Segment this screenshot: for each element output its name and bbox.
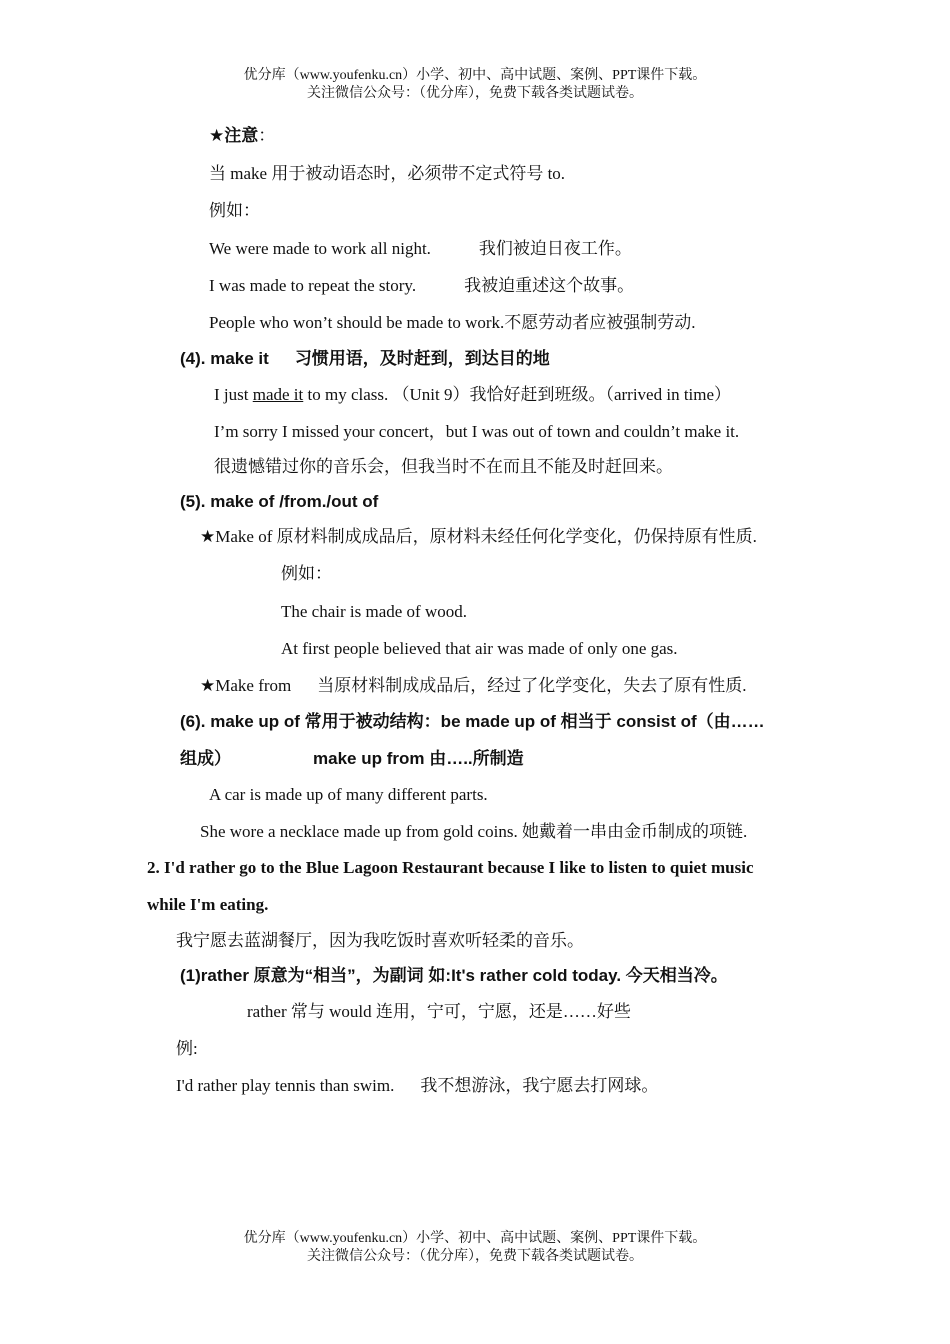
section-5-make-from	[200, 675, 747, 697]
note-example-2-en: I was made to repeat the story.	[209, 276, 417, 295]
question-2-point-1-sub: rather 常与 would 连用，宁可，宁愿，还是……好些	[247, 1002, 631, 1021]
section-4-heading	[180, 348, 550, 370]
section-5-example-label: 例如：	[281, 564, 332, 583]
note-title-text: ★注意	[209, 126, 259, 145]
note-example-2	[209, 275, 634, 297]
note-example-3: People who won’t should be made to work.不愿劳动者应被强制劳动.	[209, 313, 696, 332]
footer-line-1: 优分库（www.youfenku.cn）小学、初中、高中试题、案例、PPT课件下载。	[243, 1231, 707, 1246]
section-5-example-2: At first people believed that air was made of only one gas.	[281, 639, 678, 658]
question-2-example-label: 例:	[176, 1039, 198, 1058]
note-example-1-en: We were made to work all night.	[209, 239, 431, 258]
section-4-heading-desc: 习惯用语，及时赶到，到达目的地	[294, 349, 550, 368]
section-6-heading-line-2-a: 组成）	[180, 749, 231, 768]
question-2-line-2: while I'm eating.	[147, 895, 269, 914]
section-4-heading-num: (4). make it	[180, 349, 269, 368]
note-example-2-zh: 我被迫重述这个故事。	[464, 276, 635, 295]
note-rule: 当 make 用于被动语态时，必须带不定式符号 to.	[209, 164, 566, 183]
note-example-1	[209, 238, 632, 260]
section-5-heading: (5). make of /from./out of	[180, 492, 379, 511]
section-5-make-from-term: ★Make from	[200, 676, 292, 695]
note-title	[209, 125, 275, 147]
section-6-heading-line-2-b: make up from 由…..所制造	[313, 749, 524, 768]
header-line-1: 优分库（www.youfenku.cn）小学、初中、高中试题、案例、PPT课件下载。	[243, 68, 707, 83]
section-4-example-1-post: to my class. （Unit 9）我恰好赶到班级。（arrived in time）	[303, 385, 732, 404]
section-6-heading-line-2	[180, 748, 524, 770]
header-line-2: 关注微信公众号：（优分库），免费下载各类试题试卷。	[307, 86, 643, 101]
question-2-point-1: (1)rather 原意为“相当”，为副词 如:It's rather cold today. 今天相当冷。	[180, 966, 728, 985]
footer-line-2: 关注微信公众号：（优分库），免费下载各类试题试卷。	[307, 1249, 643, 1264]
section-4-example-1-pre: I just	[214, 385, 253, 404]
section-5-make-of: ★Make of 原材料制成成品后，原材料未经任何化学变化，仍保持原有性质.	[200, 527, 757, 546]
section-5-make-from-desc: 当原材料制成成品后，经过了化学变化，失去了原有性质.	[317, 676, 747, 695]
section-4-example-1-underlined: made it	[252, 385, 304, 404]
question-2-example-1-en: I'd rather play tennis than swim.	[176, 1076, 395, 1095]
section-6-example-2: She wore a necklace made up from gold coins. 她戴着一串由金币制成的项链.	[200, 822, 748, 841]
section-4-example-1	[214, 384, 731, 406]
note-title-colon: ：	[258, 126, 276, 145]
note-example-1-zh: 我们被迫日夜工作。	[478, 239, 632, 258]
question-2-example-1-zh: 我不想游泳，我宁愿去打网球。	[420, 1076, 659, 1095]
question-2-line-1: 2. I'd rather go to the Blue Lagoon Restaurant because I like to listen to quiet music	[147, 858, 754, 877]
section-4-example-2: I’m sorry I missed your concert，but I was out of town and couldn’t make it.	[214, 422, 740, 441]
question-2-example-1	[176, 1075, 658, 1097]
section-6-heading-line-1: (6). make up of 常用于被动结构：be made up of 相当于 consist of（由……	[180, 712, 765, 731]
note-example-label: 例如：	[209, 201, 260, 220]
section-5-example-1: The chair is made of wood.	[281, 602, 467, 621]
section-6-example-1: A car is made up of many different parts.	[209, 785, 488, 804]
question-2-translation: 我宁愿去蓝湖餐厅，因为我吃饭时喜欢听轻柔的音乐。	[176, 931, 584, 950]
section-4-example-2-zh: 很遗憾错过你的音乐会，但我当时不在而且不能及时赶回来。	[214, 457, 673, 476]
